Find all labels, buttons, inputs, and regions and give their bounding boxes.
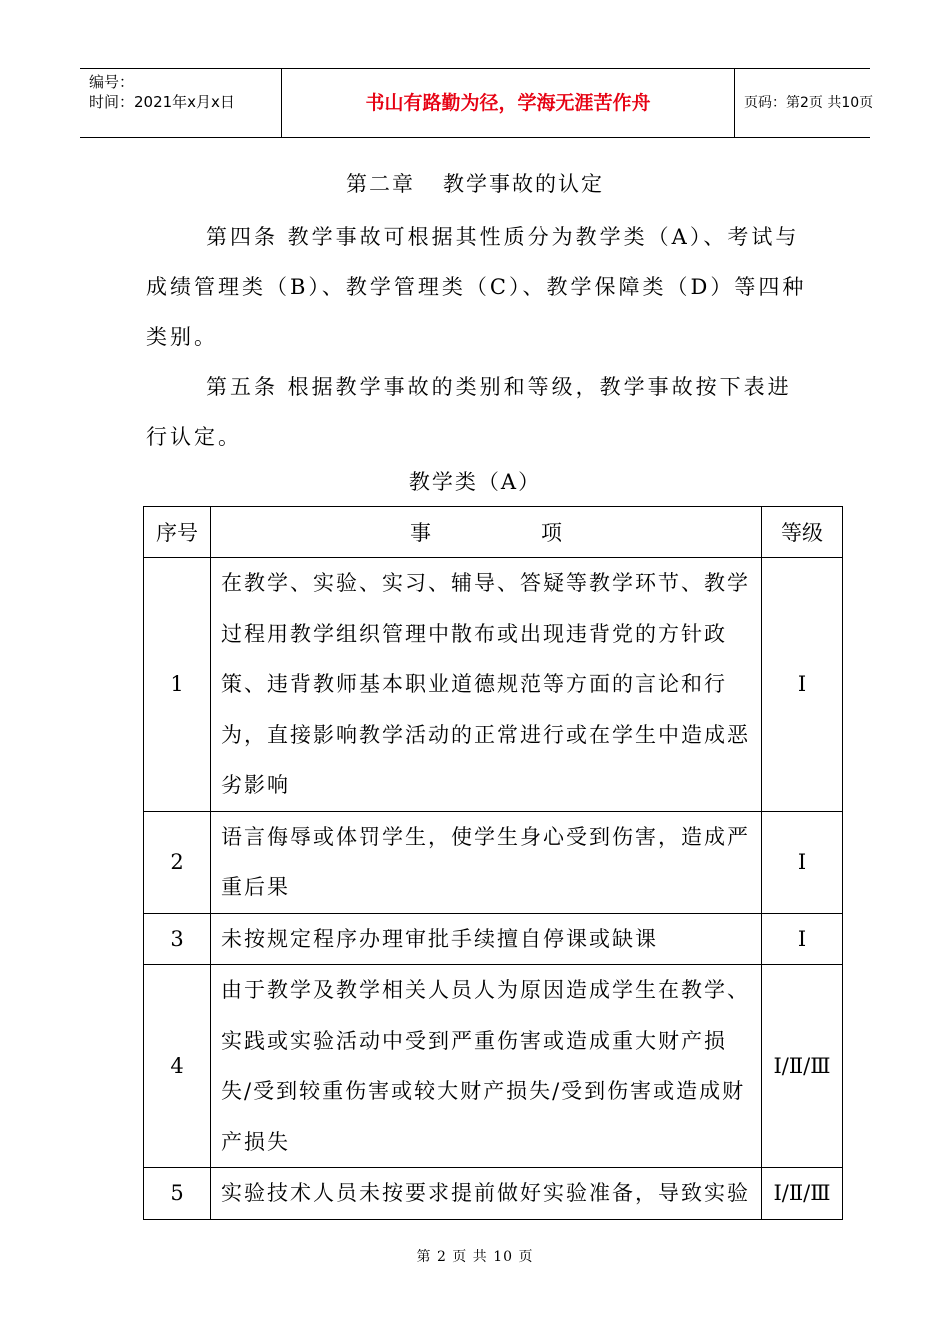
table-row [144,558,843,812]
row-text: 语言侮辱或体罚学生，使学生身心受到伤害，造成严重后果 [211,811,762,913]
table-row [144,1168,843,1220]
header-item-a: 事 [410,521,431,545]
header-item [211,507,762,558]
time-label: 时间：2021年x月x日 [89,93,235,111]
number-label: 编号： [89,73,135,91]
article-4 [146,212,814,362]
header-page-label: 页码：第2页 共10页 [744,95,874,111]
header-item-b: 项 [541,521,562,545]
row-text: 在教学、实验、实习、辅导、答疑等教学环节、教学过程用教学组织管理中散布或出现违背党的方针政策、违背教师基本职业道德规范等方面的言论和行为，直接影响教学活动的正常进行或在学生中造成恶劣影响 [211,558,762,812]
header-motto: 书山有路勤为径，学海无涯苦作舟 [281,69,735,137]
row-level: Ⅰ/Ⅱ/Ⅲ [762,1168,843,1220]
row-text: 未按规定程序办理审批手续擅自停课或缺课 [211,913,762,965]
row-no: 3 [144,913,211,965]
table-row [144,913,843,965]
article-4-text: 第四条 教学事故可根据其性质分为教学类（A）、考试与成绩管理类（B）、教学管理类（C）、教学保障类（D）等四种类别。 [146,225,807,349]
page-header [80,68,874,138]
chapter-number: 第二章 [346,172,415,196]
row-text: 由于教学及教学相关人员人为原因造成学生在教学、实践或实验活动中受到严重伤害或造成重大财产损失/受到较重伤害或较大财产损失/受到伤害或造成财产损失 [211,965,762,1168]
row-level: I [762,913,843,965]
header-level: 等级 [762,507,843,558]
incident-table [143,506,843,1220]
header-no: 序号 [144,507,211,558]
row-level: Ⅰ/Ⅱ/Ⅲ [762,965,843,1168]
row-no: 5 [144,1168,211,1220]
row-no: 2 [144,811,211,913]
row-text: 实验技术人员未按要求提前做好实验准备，导致实验 [211,1168,762,1220]
table-header-row [144,507,843,558]
table-row [144,965,843,1168]
row-level: I [762,811,843,913]
row-no: 4 [144,965,211,1168]
row-no: 1 [144,558,211,812]
page-footer: 第 2 页 共 10 页 [416,1249,534,1265]
table-row [144,811,843,913]
chapter-title: 教学事故的认定 [443,172,604,196]
header-meta [80,69,281,137]
chapter-heading [0,168,950,198]
row-level: I [762,558,843,812]
article-5-text: 第五条 根据教学事故的类别和等级，教学事故按下表进行认定。 [146,375,792,449]
table-title: 教学类（A） [408,470,542,494]
article-5 [146,362,814,462]
